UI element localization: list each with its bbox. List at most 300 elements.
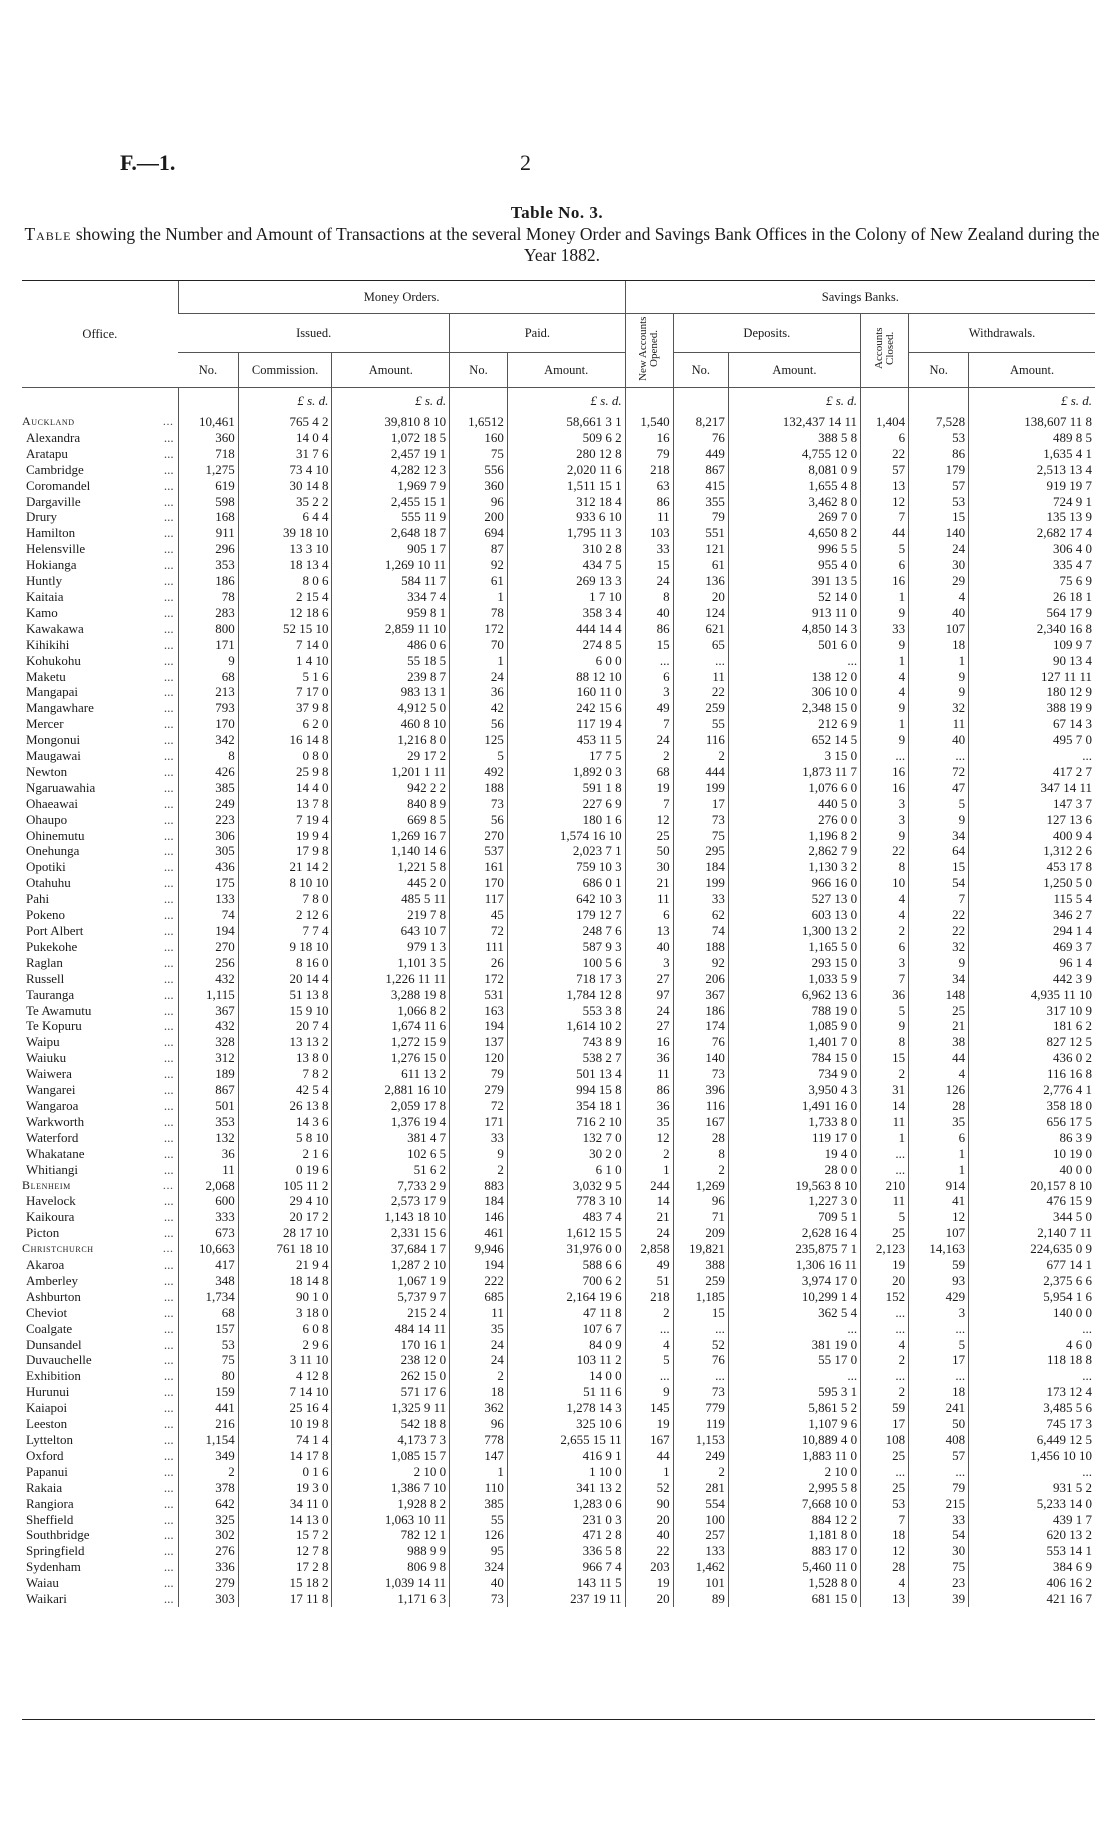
office-cell [22,828,178,844]
issued-no-cell: 911 [178,525,238,541]
table-row [22,1384,1095,1400]
office-name: Cambridge [26,461,84,477]
accounts-closed-cell: 1 [861,716,909,732]
withdrawals-no-cell: 39 [909,1591,969,1607]
accounts-closed-cell: 20 [861,1273,909,1289]
table-row [22,1114,1095,1130]
office-cell [22,494,178,510]
paid-no-cell: 120 [450,1050,508,1066]
office-cell [22,573,178,589]
leader-dots: ... [163,1097,174,1113]
new-accounts-cell: 21 [625,875,673,891]
withdrawals-no-cell: 54 [909,1527,969,1543]
deposits-no-cell: 19,821 [673,1241,728,1257]
issued-commission-cell: 35 2 2 [238,494,332,510]
issued-amount-cell: 238 12 0 [332,1352,450,1368]
paid-amount-cell: 1,795 11 3 [507,525,625,541]
issued-no-cell: 426 [178,764,238,780]
accounts-closed-cell: 9 [861,605,909,621]
leader-dots: ... [163,1129,174,1145]
deposits-amount-cell: 1,733 8 0 [728,1114,860,1130]
issued-no-cell: 8 [178,748,238,764]
new-accounts-cell: 145 [625,1400,673,1416]
office-cell [22,589,178,605]
issued-commission-cell: 13 3 10 [238,541,332,557]
issued-no-cell: 353 [178,557,238,573]
issued-commission-cell: 7 17 0 [238,684,332,700]
paid-no-cell: 270 [450,828,508,844]
office-name: Auckland [22,414,75,428]
deposits-amount-cell: 1,076 6 0 [728,780,860,796]
data-table-frame [22,280,1095,1720]
paid-amount-cell: 2,020 11 6 [507,462,625,478]
deposits-amount-cell: 3,974 17 0 [728,1273,860,1289]
issued-no-cell: 68 [178,1305,238,1321]
table-row [22,1527,1095,1543]
issued-no-cell: 168 [178,509,238,525]
paid-no-cell: 170 [450,875,508,891]
issued-commission-cell: 42 5 4 [238,1082,332,1098]
issued-amount-cell: 39,810 8 10 [332,414,450,430]
deposits-no-cell: 74 [673,923,728,939]
issued-amount-cell: 1,201 1 11 [332,764,450,780]
accounts-closed-cell: ... [861,1162,909,1178]
paid-no-cell: 126 [450,1527,508,1543]
deposits-amount-cell: 362 5 4 [728,1305,860,1321]
withdrawals-no-cell: 79 [909,1480,969,1496]
leader-dots: ... [163,525,174,541]
accounts-closed-cell: 9 [861,700,909,716]
new-accounts-cell: 1 [625,1464,673,1480]
paid-amount-cell: 587 9 3 [507,939,625,955]
paid-no-cell: 45 [450,907,508,923]
leader-dots: ... [163,1384,174,1400]
deposits-no-cell: 65 [673,637,728,653]
deposits-amount-cell: 788 19 0 [728,1003,860,1019]
issued-no-cell: 385 [178,780,238,796]
leader-dots: ... [162,1241,174,1256]
withdrawals-amount-cell: 20,157 8 10 [969,1178,1095,1194]
table-row [22,462,1095,478]
issued-no-cell: 432 [178,971,238,987]
table-row [22,605,1095,621]
issued-commission-cell: 7 7 4 [238,923,332,939]
office-cell [22,764,178,780]
deposits-no-cell: 73 [673,812,728,828]
office-name: Pokeno [26,907,65,923]
table-row [22,987,1095,1003]
new-accounts-cell: ... [625,653,673,669]
issued-amount-cell: 1,272 15 9 [332,1034,450,1050]
paid-no-cell: 147 [450,1448,508,1464]
issued-commission-cell: 0 8 0 [238,748,332,764]
withdrawals-no-cell: 18 [909,1384,969,1400]
issued-commission-cell: 7 14 10 [238,1384,332,1400]
withdrawals-amount-cell: 5,233 14 0 [969,1496,1095,1512]
withdrawals-no-cell: 140 [909,525,969,541]
issued-commission-cell: 7 19 4 [238,812,332,828]
office-name: Southbridge [26,1527,90,1543]
office-cell [22,1352,178,1368]
paid-amount-cell: 994 15 8 [507,1082,625,1098]
units-cell: £ s. d. [238,388,332,415]
office-name: Mongonui [26,732,81,748]
office-cell [22,1480,178,1496]
leader-dots: ... [163,1193,174,1209]
leader-dots: ... [163,1272,174,1288]
office-cell [22,1464,178,1480]
withdrawals-no-cell: 12 [909,1209,969,1225]
paid-no-cell: 9,946 [450,1241,508,1257]
accounts-closed-cell: ... [861,1146,909,1162]
leader-dots: ... [163,1050,174,1066]
withdrawals-amount-cell: 388 19 9 [969,700,1095,716]
paid-no-cell: 9 [450,1146,508,1162]
new-accounts-cell: 9 [625,1384,673,1400]
paid-no-cell: 556 [450,462,508,478]
issued-amount-cell: 485 5 11 [332,891,450,907]
issued-commission-cell: 7 8 0 [238,891,332,907]
paid-no-cell: 161 [450,859,508,875]
issued-amount-cell: 3,288 19 8 [332,987,450,1003]
office-name: Sydenham [26,1559,81,1575]
office-name: Whakatane [26,1145,85,1161]
transactions-table [22,281,1095,1607]
accounts-closed-cell: 6 [861,557,909,573]
office-cell [22,1575,178,1591]
paid-amount-cell: 179 12 7 [507,907,625,923]
paid-amount-cell: 180 1 6 [507,812,625,828]
table-row [22,891,1095,907]
table-row [22,732,1095,748]
issued-amount-cell: 782 12 1 [332,1527,450,1543]
new-accounts-cell: 44 [625,1448,673,1464]
withdrawals-no-cell: 1 [909,1146,969,1162]
paid-no-cell: 1,6512 [450,414,508,430]
withdrawals-no-cell: 25 [909,1003,969,1019]
leader-dots: ... [163,732,174,748]
office-cell [22,812,178,828]
withdrawals-amount-cell: 453 17 8 [969,859,1095,875]
new-accounts-cell: 103 [625,525,673,541]
issued-no-cell: 1,115 [178,987,238,1003]
accounts-closed-cell: 4 [861,907,909,923]
paid-no-cell: 1 [450,653,508,669]
withdrawals-amount-cell: 745 17 3 [969,1416,1095,1432]
leader-dots: ... [163,1543,174,1559]
withdrawals-amount-cell: 564 17 9 [969,605,1095,621]
new-accounts-cell: 20 [625,1512,673,1528]
deposits-amount-cell: 10,889 4 0 [728,1432,860,1448]
issued-amount-cell: 484 14 11 [332,1321,450,1337]
leader-dots: ... [162,1177,174,1192]
new-accounts-cell: 8 [625,589,673,605]
office-name: Springfield [26,1543,85,1559]
office-name: Blenheim [22,1177,71,1192]
office-name: Sheffield [26,1511,74,1527]
leader-dots: ... [163,1511,174,1527]
new-accounts-cell: 35 [625,1114,673,1130]
deposits-amount-cell: 527 13 0 [728,891,860,907]
new-accounts-cell: 1,540 [625,414,673,430]
withdrawals-amount-cell: 495 7 0 [969,732,1095,748]
office-name: Alexandra [26,429,81,445]
table-row [22,939,1095,955]
withdrawals-no-cell: 24 [909,541,969,557]
office-cell [22,732,178,748]
issued-no-cell: 186 [178,573,238,589]
leader-dots: ... [163,1145,174,1161]
withdrawals-no-cell: 179 [909,462,969,478]
issued-no-cell: 619 [178,478,238,494]
withdrawals-amount-cell: 335 4 7 [969,557,1095,573]
deposits-no-cell: 119 [673,1416,728,1432]
issued-no-cell: 2 [178,1464,238,1480]
deposits-amount-cell: 28 0 0 [728,1162,860,1178]
deposits-no-cell: ... [673,1368,728,1384]
leader-dots: ... [163,1336,174,1352]
withdrawals-amount-cell: 2,140 7 11 [969,1225,1095,1241]
issued-amount-cell: 170 16 1 [332,1337,450,1353]
paid-no-cell: 40 [450,1575,508,1591]
deposits-no-cell: 52 [673,1337,728,1353]
withdrawals-amount-cell: 127 11 11 [969,669,1095,685]
deposits-amount-cell: 212 6 9 [728,716,860,732]
withdrawals-no-cell: ... [909,1464,969,1480]
paid-no-cell: 26 [450,955,508,971]
new-accounts-cell: 49 [625,700,673,716]
withdrawals-no-cell: 1 [909,653,969,669]
units-cell [673,388,728,415]
accounts-closed-cell: 9 [861,828,909,844]
accounts-closed-cell: 9 [861,637,909,653]
leader-dots: ... [162,414,174,428]
withdrawals-no-cell: 9 [909,812,969,828]
paid-no-cell: 111 [450,939,508,955]
office-cell [22,669,178,685]
deposits-amount-cell: 5,861 5 2 [728,1400,860,1416]
issued-no-cell: 80 [178,1368,238,1384]
issued-no-cell: 159 [178,1384,238,1400]
deposits-amount-cell: 709 5 1 [728,1209,860,1225]
office-cell [22,1225,178,1241]
office-cell [22,716,178,732]
withdrawals-no-cell: 29 [909,573,969,589]
deposits-no-cell: 62 [673,907,728,923]
deposits-no-cell: 28 [673,1130,728,1146]
withdrawals-no-cell: 75 [909,1559,969,1575]
accounts-closed-cell: ... [861,1305,909,1321]
withdrawals-amount-cell: 294 1 4 [969,923,1095,939]
paid-amount-cell: 778 3 10 [507,1193,625,1209]
deposits-no-cell: 89 [673,1591,728,1607]
issued-no-cell: 642 [178,1496,238,1512]
paid-amount-cell: 312 18 4 [507,494,625,510]
table-row [22,907,1095,923]
issued-no-cell: 276 [178,1543,238,1559]
office-cell [22,1400,178,1416]
accounts-closed-cell: 210 [861,1178,909,1194]
caption-text: showing the Number and Amount of Transactions at the several Money Order and Savings Bank Offices in the Colony of New Zealand during the Year 1882. [71,224,1100,265]
deposits-no-cell: 554 [673,1496,728,1512]
deposits-no-cell: 33 [673,891,728,907]
office-cell [22,700,178,716]
office-cell [22,1209,178,1225]
table-row [22,748,1095,764]
leader-dots: ... [163,795,174,811]
office-name: Rakaia [26,1479,63,1495]
table-row [22,828,1095,844]
table-row [22,971,1095,987]
new-accounts-label: New Accounts Opened. [637,316,661,381]
office-cell [22,446,178,462]
accounts-closed-cell: 18 [861,1527,909,1543]
issued-no-cell: 306 [178,828,238,844]
paid-amount-cell: 242 15 6 [507,700,625,716]
issued-amount-cell: 4,173 7 3 [332,1432,450,1448]
issued-amount-cell: 542 18 8 [332,1416,450,1432]
withdrawals-amount-cell: 2,340 16 8 [969,621,1095,637]
paid-no-cell: 163 [450,1003,508,1019]
deposits-no-cell: 551 [673,525,728,541]
issued-commission-cell: 6 0 8 [238,1321,332,1337]
paid-amount-cell: 88 12 10 [507,669,625,685]
deposits-no-cell: 17 [673,796,728,812]
accounts-closed-cell: 7 [861,971,909,987]
withdrawals-no-cell: ... [909,1321,969,1337]
paid-amount-cell: 336 5 8 [507,1543,625,1559]
deposits-amount-cell: 2 10 0 [728,1464,860,1480]
paid-amount-cell: 1,574 16 10 [507,828,625,844]
deposits-amount-cell: 1,181 8 0 [728,1527,860,1543]
withdrawals-no-cell: 53 [909,494,969,510]
issued-commission-cell: 13 7 8 [238,796,332,812]
deposits-no-cell: 71 [673,1209,728,1225]
issued-no-header: No. [178,353,238,388]
office-name: Papanui [26,1463,68,1479]
withdrawals-amount-cell: 75 6 9 [969,573,1095,589]
leader-dots: ... [163,938,174,954]
accounts-closed-cell: 6 [861,939,909,955]
withdrawals-amount-cell: 620 13 2 [969,1527,1095,1543]
paid-no-cell: 11 [450,1305,508,1321]
units-cell [861,388,909,415]
deposits-no-cell: 186 [673,1003,728,1019]
issued-amount-cell: 1,085 15 7 [332,1448,450,1464]
paid-no-cell: 24 [450,1352,508,1368]
issued-amount-cell: 2,059 17 8 [332,1098,450,1114]
deposits-no-cell: ... [673,653,728,669]
deposits-amount-cell: ... [728,1321,860,1337]
withdrawals-no-cell: 4 [909,589,969,605]
withdrawals-no-cell: 241 [909,1400,969,1416]
paid-no-cell: 56 [450,812,508,828]
leader-dots: ... [163,1304,174,1320]
issued-amount-cell: 2 10 0 [332,1464,450,1480]
office-name: Ohaeawai [26,795,78,811]
withdrawals-no-cell: 32 [909,939,969,955]
new-accounts-cell: 218 [625,1289,673,1305]
deposits-no-cell: 281 [673,1480,728,1496]
office-cell [22,923,178,939]
accounts-closed-cell: 16 [861,780,909,796]
issued-commission-cell: 15 7 2 [238,1527,332,1543]
deposits-no-cell: 174 [673,1018,728,1034]
issued-commission-cell: 0 1 6 [238,1464,332,1480]
office-cell [22,891,178,907]
issued-commission-cell: 17 2 8 [238,1559,332,1575]
office-name: Dunsandel [26,1336,82,1352]
office-name: Raglan [26,954,63,970]
paid-no-cell: 70 [450,637,508,653]
issued-no-cell: 342 [178,732,238,748]
issued-commission-cell: 10 19 8 [238,1416,332,1432]
withdrawals-no-cell: ... [909,748,969,764]
office-cell [22,684,178,700]
table-row [22,1018,1095,1034]
paid-no-cell: 42 [450,700,508,716]
withdrawals-no-cell: 30 [909,1543,969,1559]
withdrawals-no-cell: 107 [909,1225,969,1241]
paid-amount-cell: 51 11 6 [507,1384,625,1400]
table-row [22,1050,1095,1066]
issued-amount-cell: 2,455 15 1 [332,494,450,510]
deposits-no-cell: 206 [673,971,728,987]
issued-commission-cell: 21 9 4 [238,1257,332,1273]
leader-dots: ... [163,493,174,509]
paid-amount-cell: 231 0 3 [507,1512,625,1528]
issued-amount-cell: 1,101 3 5 [332,955,450,971]
paid-amount-cell: 160 11 0 [507,684,625,700]
office-name: Ashburton [26,1288,81,1304]
deposits-amount-cell: 4,850 14 3 [728,621,860,637]
withdrawals-amount-cell: 6,449 12 5 [969,1432,1095,1448]
table-row [22,684,1095,700]
deposits-no-cell: 249 [673,1448,728,1464]
withdrawals-no-header: No. [909,353,969,388]
issued-no-cell: 598 [178,494,238,510]
table-row [22,1209,1095,1225]
paid-no-cell: 172 [450,971,508,987]
paid-amount-cell: 471 2 8 [507,1527,625,1543]
issued-no-cell: 348 [178,1273,238,1289]
withdrawals-no-cell: 23 [909,1575,969,1591]
issued-no-cell: 600 [178,1193,238,1209]
issued-amount-cell: 334 7 4 [332,589,450,605]
paid-no-cell: 184 [450,1193,508,1209]
withdrawals-no-cell: 33 [909,1512,969,1528]
deposits-amount-cell: 269 7 0 [728,509,860,525]
withdrawals-amount-cell: 4 6 0 [969,1337,1095,1353]
accounts-closed-cell: 44 [861,525,909,541]
office-name: Whitiangi [26,1161,78,1177]
paid-amount-cell: 743 8 9 [507,1034,625,1050]
new-accounts-cell: 63 [625,478,673,494]
issued-no-cell: 189 [178,1066,238,1082]
paid-no-cell: 79 [450,1066,508,1082]
deposits-no-cell: 184 [673,859,728,875]
leader-dots: ... [163,827,174,843]
paid-amount-cell: 642 10 3 [507,891,625,907]
new-accounts-cell: 14 [625,1193,673,1209]
deposits-amount-cell: 1,227 3 0 [728,1193,860,1209]
accounts-closed-cell: 12 [861,1543,909,1559]
new-accounts-cell: 2 [625,748,673,764]
withdrawals-no-cell: 5 [909,796,969,812]
paid-no-cell: 61 [450,573,508,589]
issued-no-cell: 305 [178,843,238,859]
withdrawals-amount-cell: 919 19 7 [969,478,1095,494]
